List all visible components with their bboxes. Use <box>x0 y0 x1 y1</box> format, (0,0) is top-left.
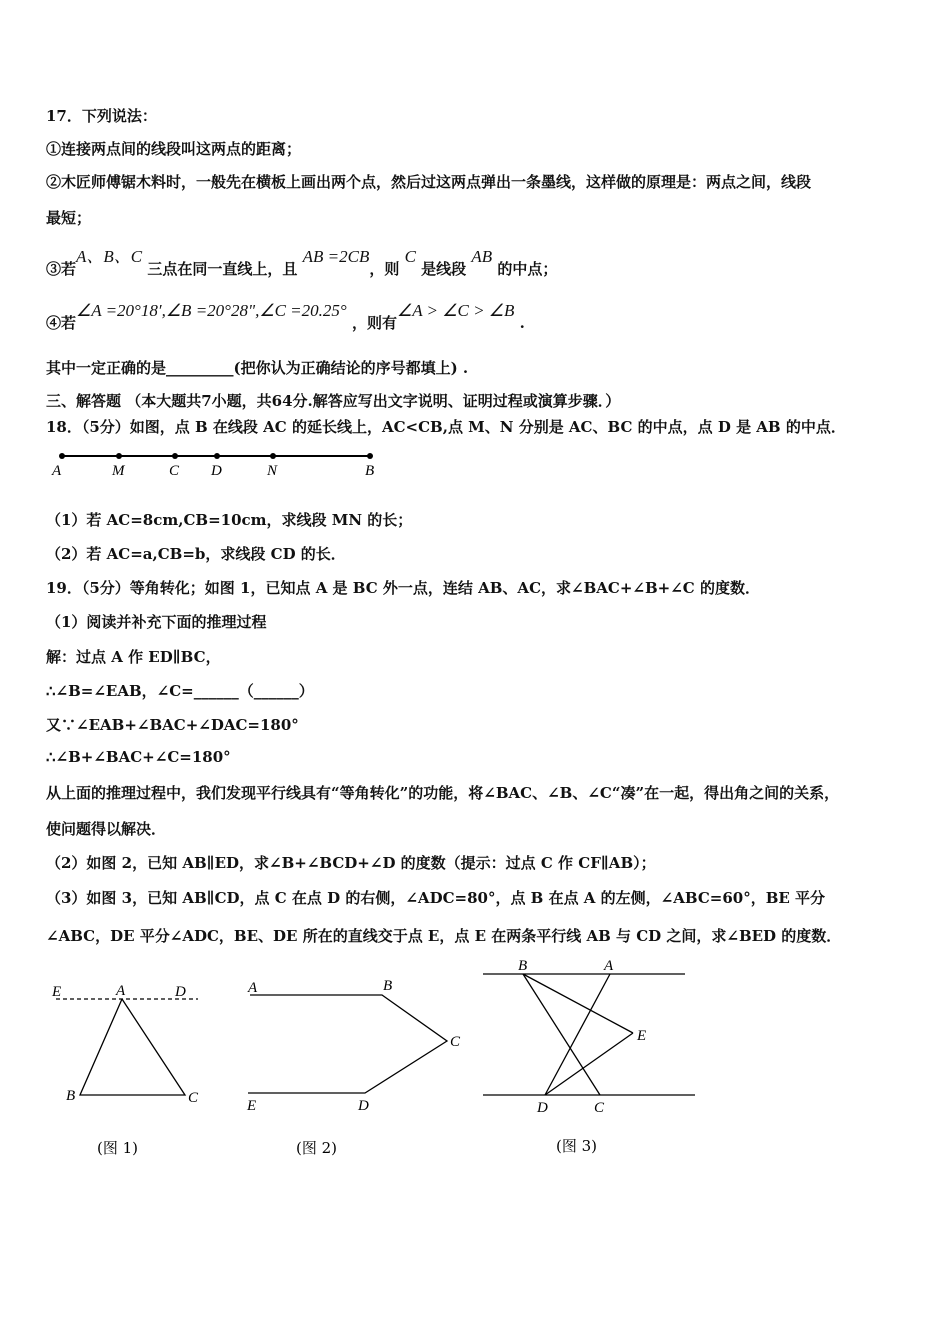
label: D <box>175 984 186 1000</box>
label: C <box>594 1100 605 1116</box>
q19-l5: ∴∠B+∠BAC+∠C=180° <box>46 748 231 766</box>
q19-title: 19．（5分）等角转化；如图 1，已知点 A 是 BC 外一点，连结 AB、AC，求∠BAC+∠B+∠C 的度数． <box>46 579 760 597</box>
math: AB <box>471 247 493 266</box>
point-label: M <box>112 463 125 479</box>
math: AB =2CB <box>302 247 370 266</box>
fig1-caption: (图 1) <box>97 1139 139 1157</box>
q19-l4: 又∵∠EAB+∠BAC+∠DAC=180° <box>46 716 299 734</box>
label: D <box>537 1100 548 1116</box>
t: ④若 <box>46 314 77 332</box>
fig2-caption: (图 2) <box>296 1139 338 1157</box>
fig3-caption: (图 3) <box>556 1137 598 1155</box>
q19-l6: 从上面的推理过程中，我们发现平行线具有“等角转化”的功能，将∠BAC、∠B、∠C“凑”在一起，得出角之间的关系， <box>46 784 840 802</box>
q19-l7: 使问题得以解决． <box>46 820 167 838</box>
q18-segment-figure <box>59 453 373 459</box>
q19-l1: （1）阅读并补充下面的推理过程 <box>46 613 267 631</box>
label: B <box>383 978 393 994</box>
t: 三点在同一直线上，且 <box>147 260 298 278</box>
label: A <box>604 958 614 974</box>
q18-p1: （1）若 AC=8cm,CB=10cm，求线段 MN 的长； <box>46 511 413 529</box>
section-heading: 三、解答题 （本大题共7小题，共64分.解答应写出文字说明、证明过程或演算步骤．） <box>46 392 621 410</box>
t: ，则 <box>369 260 400 278</box>
point-label: N <box>267 463 278 479</box>
figure-1 <box>56 999 198 1095</box>
q19-l2: 解：过点 A 作 ED∥BC， <box>46 648 221 666</box>
q17-s1: ①连接两点间的线段叫这两点的距离； <box>46 140 302 158</box>
point-label: B <box>365 463 375 479</box>
t: 的中点； <box>497 260 558 278</box>
t: 是线段 <box>421 260 467 278</box>
figure-2 <box>248 995 447 1093</box>
q17-s2a: ②木匠师傅锯木料时，一般先在横板上画出两个点，然后过这两点弹出一条墨线，这样做的原理是：两点之间，线段 <box>46 173 812 191</box>
q19-l8: （2）如图 2，已知 AB∥ED，求∠B+∠BCD+∠D 的度数（提示：过点 C 作 CF∥AB）； <box>46 854 656 872</box>
q17-s2b: 最短； <box>46 209 92 227</box>
figure-3 <box>483 974 695 1095</box>
q19-l3: ∴∠B=∠EAB，∠C=______（______） <box>46 682 314 700</box>
t: . <box>519 314 525 332</box>
math: A、B、C <box>76 247 143 266</box>
t: ，则有 <box>351 314 397 332</box>
label: A <box>116 983 126 999</box>
label: D <box>358 1098 369 1114</box>
point-label: D <box>211 463 222 479</box>
label: A <box>248 980 258 996</box>
label: C <box>188 1090 199 1106</box>
math: C <box>404 247 416 266</box>
point-label: A <box>52 463 62 479</box>
t: ③若 <box>46 260 77 278</box>
label: E <box>52 984 62 1000</box>
q18-p2: （2）若 AC=a,CB=b，求线段 CD 的长． <box>46 545 346 563</box>
label: C <box>450 1034 461 1050</box>
q17-title: 17．下列说法： <box>46 107 157 125</box>
label: B <box>518 958 528 974</box>
math: ∠A =20°18′,∠B =20°28",∠C =20.25° <box>76 301 347 320</box>
q19-l9: （3）如图 3，已知 AB∥CD，点 C 在点 D 的右侧，∠ADC=80°，点 B 在点 A 的左侧，∠ABC=60°，BE 平分 <box>46 889 826 907</box>
label: B <box>66 1088 76 1104</box>
point-label: C <box>169 463 180 479</box>
q18-title: 18．（5分）如图，点 B 在线段 AC 的延长线上，AC<CB,点 M、N 分别是 AC、BC 的中点，点 D 是 AB 的中点． <box>46 418 846 436</box>
label: E <box>637 1028 647 1044</box>
label: E <box>247 1098 257 1114</box>
math: ∠A > ∠C > ∠B <box>396 301 515 320</box>
q19-l10: ∠ABC，DE 平分∠ADC，BE、DE 所在的直线交于点 E，点 E 在两条平行线 AB 与 CD 之间，求∠BED 的度数． <box>46 927 842 945</box>
q17-answer: 其中一定正确的是_________(把你认为正确结论的序号都填上) . <box>46 359 469 377</box>
